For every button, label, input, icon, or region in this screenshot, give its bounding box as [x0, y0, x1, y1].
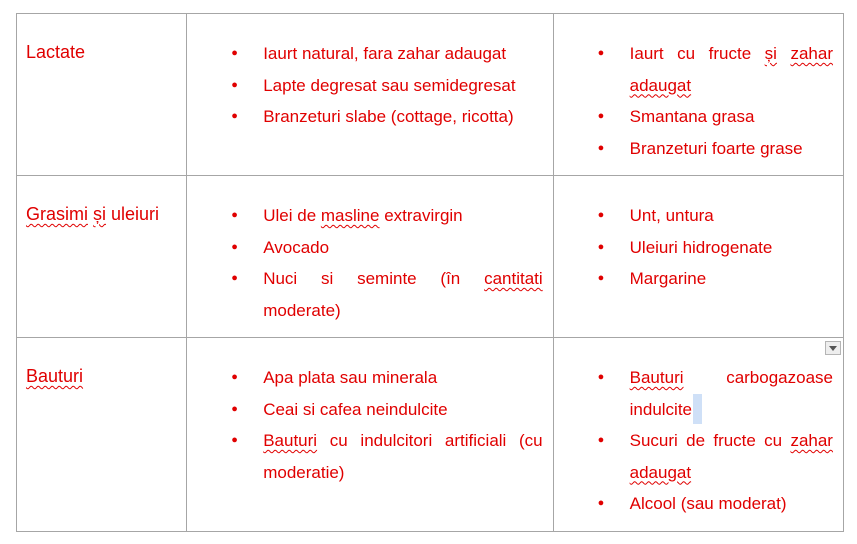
list-item: ● Branzeturi slabe (cottage, ricotta) [263, 101, 542, 133]
table-row [17, 176, 844, 338]
spellcheck-word: Grasimi [26, 204, 88, 224]
spellcheck-word: și [764, 44, 777, 63]
list-item: ● Ulei de masline extravirgin [263, 200, 542, 232]
spellcheck-word: Bauturi [629, 368, 684, 387]
text-cursor [693, 394, 702, 424]
recommended-cell[interactable] [187, 14, 553, 176]
recommended-list [187, 176, 552, 326]
avoid-list [554, 14, 843, 164]
recommended-cell[interactable] [187, 176, 553, 338]
avoid-cell[interactable] [553, 14, 843, 176]
list-item: ● Branzeturi foarte grase [630, 133, 833, 165]
list-item: ● Apa plata sau minerala [263, 362, 542, 394]
category-cell[interactable] [17, 176, 187, 338]
recommended-list [187, 338, 552, 488]
category-label: Lactate [26, 42, 86, 62]
list-item: ● Iaurt natural, fara zahar adaugat [263, 38, 542, 70]
spellcheck-word: Bauturi [263, 431, 318, 450]
category-cell[interactable] [17, 14, 187, 176]
category-cell[interactable] [17, 338, 187, 532]
spellcheck-word: masline [320, 206, 380, 225]
recommended-cell[interactable] [187, 338, 553, 532]
list-item: ● Lapte degresat sau semidegresat [263, 70, 542, 102]
spellcheck-word: zahar [790, 44, 833, 63]
avoid-cell[interactable] [553, 338, 843, 532]
table-row [17, 14, 844, 176]
avoid-list [554, 338, 843, 520]
avoid-cell[interactable] [553, 176, 843, 338]
list-item: ● Sucuri de fructe cu zahar adaugat [630, 425, 833, 488]
list-item: ● Nuci si seminte (în cantitati moderate) [263, 263, 542, 326]
list-item: ● Smantana grasa [630, 101, 833, 133]
recommended-list [187, 14, 552, 133]
food-guide-table [16, 13, 844, 532]
spellcheck-word: adaugat [629, 75, 692, 95]
list-item: ● Bauturi cu indulcitori artificiali (cu moderatie) [263, 425, 542, 488]
spellcheck-word: cantitati [484, 269, 543, 288]
avoid-list [554, 176, 843, 295]
list-item: ● Avocado [263, 232, 542, 264]
cell-dropdown-icon[interactable] [825, 341, 841, 355]
spellcheck-word: și [93, 204, 107, 224]
spellcheck-word: zahar [790, 431, 833, 450]
list-item: ● Ceai si cafea neindulcite [263, 394, 542, 426]
list-item: ● Bauturi carbogazoase indulcite [630, 362, 833, 425]
category-label: Grasimi și uleiuri [26, 204, 160, 224]
list-item: ● Uleiuri hidrogenate [630, 232, 833, 264]
list-item: ● Alcool (sau moderat) [630, 488, 833, 520]
list-item: ● Iaurt cu fructe și zahar adaugat [630, 38, 833, 101]
table-row [17, 338, 844, 532]
category-label [17, 338, 186, 387]
list-item: ● Unt, untura [630, 200, 833, 232]
spellcheck-word: Bauturi [26, 366, 84, 386]
spellcheck-word: adaugat [629, 462, 692, 482]
list-item: ● Margarine [630, 263, 833, 295]
